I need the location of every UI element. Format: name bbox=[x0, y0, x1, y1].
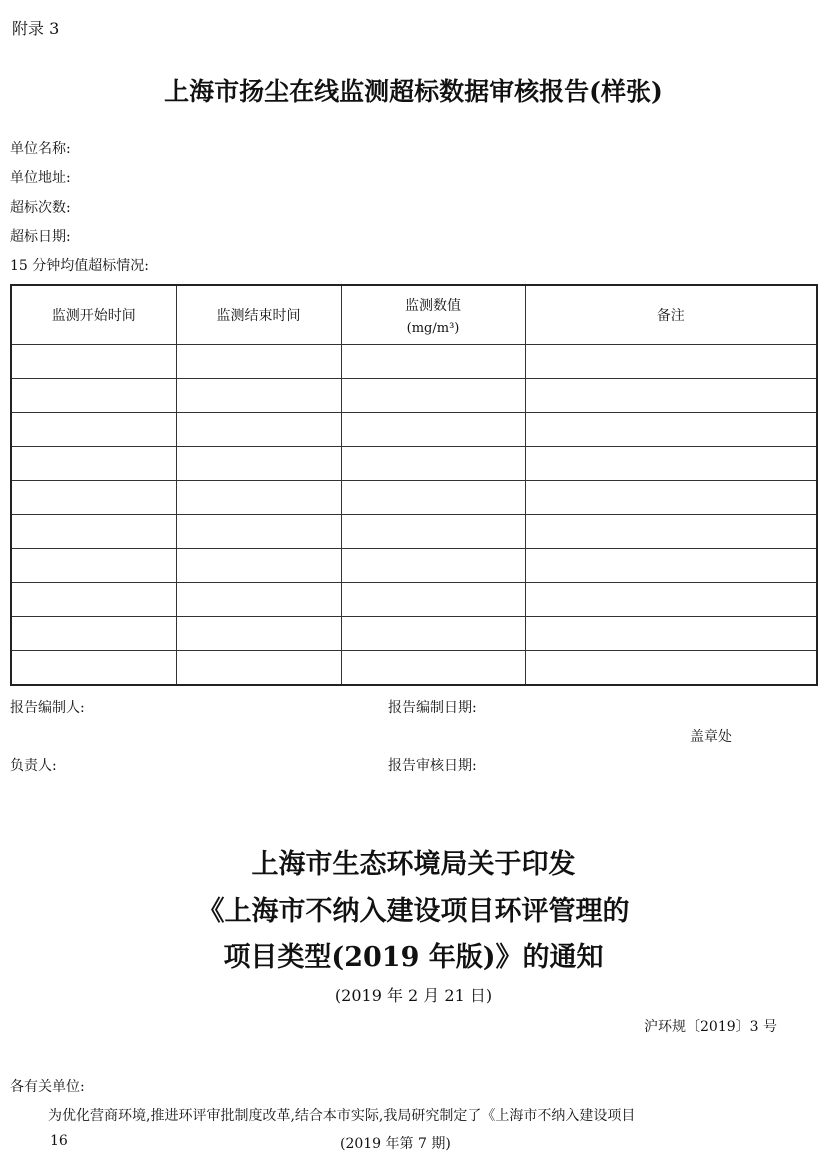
field-unit-address: 单位地址: bbox=[10, 170, 71, 186]
cell-end-time bbox=[176, 617, 341, 651]
table-row bbox=[11, 617, 817, 651]
table-row bbox=[11, 515, 817, 549]
table-row bbox=[11, 379, 817, 413]
monitoring-table bbox=[10, 284, 818, 686]
field-unit-name: 单位名称: bbox=[10, 141, 71, 157]
table-header-row bbox=[11, 285, 817, 345]
cell-start-time bbox=[11, 617, 176, 651]
cell-end-time bbox=[176, 345, 341, 379]
responsible-label: 负责人: bbox=[10, 758, 57, 774]
cell-remarks bbox=[525, 481, 817, 515]
table-row bbox=[11, 583, 817, 617]
cell-start-time bbox=[11, 379, 176, 413]
table-row bbox=[11, 345, 817, 379]
table-row bbox=[11, 481, 817, 515]
cell-remarks bbox=[525, 345, 817, 379]
cell-value bbox=[341, 345, 525, 379]
header-value-unit: (mg/m³) bbox=[406, 320, 460, 336]
cell-start-time bbox=[11, 481, 176, 515]
compiler-label: 报告编制人: bbox=[10, 700, 85, 716]
cell-value bbox=[341, 481, 525, 515]
cell-value bbox=[341, 549, 525, 583]
cell-start-time bbox=[11, 413, 176, 447]
cell-end-time bbox=[176, 447, 341, 481]
cell-start-time bbox=[11, 515, 176, 549]
seal-label: 盖章处 bbox=[690, 729, 732, 745]
header-remarks: 备注 bbox=[525, 285, 817, 345]
review-date-label: 报告审核日期: bbox=[388, 758, 477, 774]
header-end-time: 监测结束时间 bbox=[176, 285, 341, 345]
cell-remarks bbox=[525, 549, 817, 583]
cell-end-time bbox=[176, 413, 341, 447]
notice-title-line-1: 上海市生态环境局关于印发 bbox=[251, 849, 576, 880]
field-15min-exceed: 15 分钟均值超标情况: bbox=[10, 258, 149, 274]
header-value bbox=[341, 285, 525, 345]
compile-date-label: 报告编制日期: bbox=[388, 700, 477, 716]
report-title: 上海市扬尘在线监测超标数据审核报告(样张) bbox=[164, 77, 663, 106]
cell-start-time bbox=[11, 345, 176, 379]
cell-remarks bbox=[525, 515, 817, 549]
cell-remarks bbox=[525, 379, 817, 413]
cell-start-time bbox=[11, 651, 176, 686]
cell-remarks bbox=[525, 651, 817, 686]
cell-start-time bbox=[11, 549, 176, 583]
cell-remarks bbox=[525, 447, 817, 481]
cell-end-time bbox=[176, 481, 341, 515]
notice-date: (2019 年 2 月 21 日) bbox=[334, 986, 493, 1005]
header-start-time: 监测开始时间 bbox=[11, 285, 176, 345]
salutation: 各有关单位: bbox=[10, 1079, 85, 1095]
cell-value bbox=[341, 515, 525, 549]
cell-remarks bbox=[525, 617, 817, 651]
cell-value bbox=[341, 617, 525, 651]
cell-end-time bbox=[176, 583, 341, 617]
cell-end-time bbox=[176, 651, 341, 686]
cell-end-time bbox=[176, 549, 341, 583]
cell-value bbox=[341, 583, 525, 617]
cell-value bbox=[341, 379, 525, 413]
table-row bbox=[11, 413, 817, 447]
appendix-label: 附录 3 bbox=[12, 19, 60, 38]
cell-remarks bbox=[525, 583, 817, 617]
header-value-label: 监测数值 bbox=[405, 297, 461, 314]
table-row bbox=[11, 447, 817, 481]
cell-start-time bbox=[11, 583, 176, 617]
cell-end-time bbox=[176, 379, 341, 413]
cell-start-time bbox=[11, 447, 176, 481]
field-exceed-date: 超标日期: bbox=[10, 229, 71, 245]
table-row bbox=[11, 651, 817, 686]
notice-title-line-3: 项目类型(2019 年版)》的通知 bbox=[223, 942, 604, 973]
cell-value bbox=[341, 447, 525, 481]
cell-remarks bbox=[525, 413, 817, 447]
doc-number: 沪环规〔2019〕3 号 bbox=[644, 1019, 777, 1035]
cell-value bbox=[341, 651, 525, 686]
page-number: 16 bbox=[50, 1133, 68, 1149]
issue-label: (2019 年第 7 期) bbox=[340, 1136, 451, 1152]
table-row bbox=[11, 549, 817, 583]
cell-value bbox=[341, 413, 525, 447]
notice-title-line-2: 《上海市不纳入建设项目环评管理的 bbox=[197, 896, 630, 927]
field-exceed-count: 超标次数: bbox=[10, 200, 71, 216]
cell-end-time bbox=[176, 515, 341, 549]
notice-body: 为优化营商环境,推进环评审批制度改革,结合本市实际,我局研究制定了《上海市不纳入建设项目 bbox=[48, 1108, 636, 1124]
